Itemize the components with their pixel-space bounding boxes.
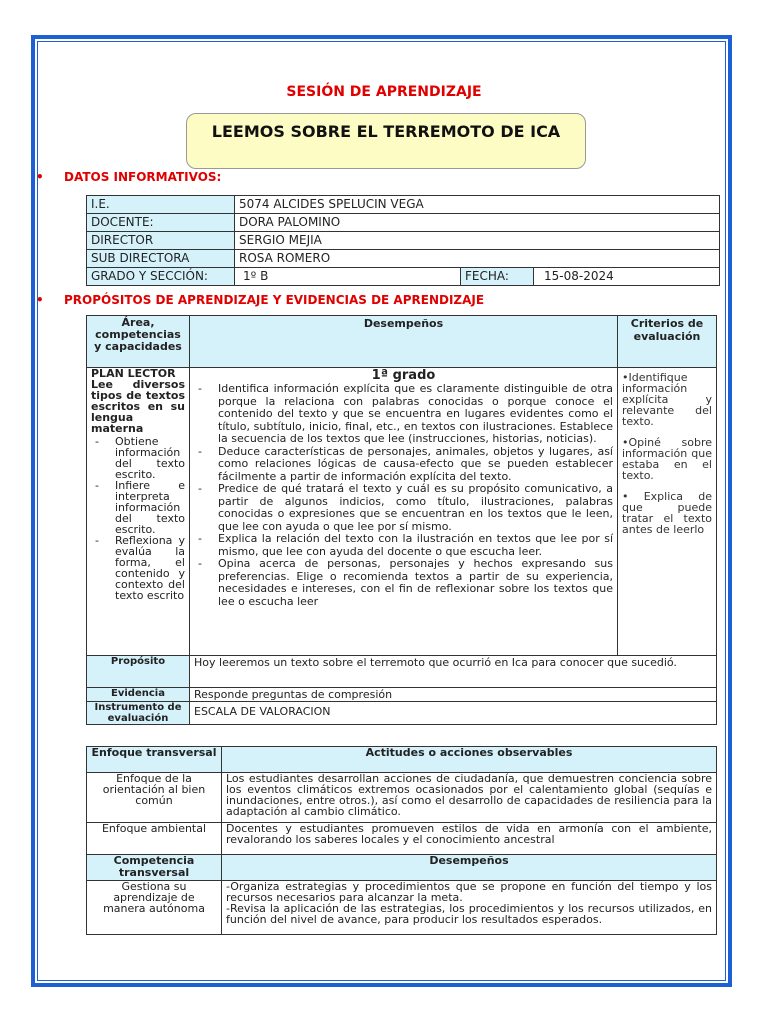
header-competencia: Competencia transversal [87,855,222,881]
section-propositos [36,293,484,307]
desempenos-cell [190,368,618,656]
criterios-cell [618,368,717,656]
proposito-label: Propósito [87,656,190,688]
header-criterios: Criterios de evaluación [618,316,717,368]
list-item: - Deduce características de personajes, animales, objetos y lugares, así como relaciones lógicas de causa-efecto que se pueden establecer fácilmente a partir de información explícita del texto. [194,446,613,484]
table-row [87,656,717,688]
table-row [87,823,717,855]
header-desempenos-transversal: Desempeños [222,855,717,881]
subdirectora-value: ROSA ROMERO [235,250,720,268]
table-row [87,881,717,935]
table-row [87,855,717,881]
info-table [86,195,720,286]
evidencia-value: Responde preguntas de compresión [190,688,717,702]
table-row [87,702,717,725]
list-item: - Reflexiona y evalúa la forma, el contenido y contexto del texto escrito [91,535,185,601]
list-item: - Identifica información explícita que es claramente distinguible de otra porque la relaciona con palabras conocidas o porque conoce el contenido del texto y que se encuentra en lugares evidentes como el título, subtítulo, inicio, final, etc., en textos con ilustraciones. Establece la secuencia de los textos que lee (instrucciones, historias, noticias). [194,383,613,446]
grade-label: 1ª grado [371,368,436,383]
competencia-autonoma: Gestiona su aprendizaje de manera autónoma [87,881,222,935]
director-label: DIRECTOR [87,232,235,250]
capacidades-list [91,436,185,601]
grado-label: GRADO Y SECCIÓN: [87,268,235,286]
header-area: Área, competencias y capacidades [87,316,190,368]
session-title: LEEMOS SOBRE EL TERREMOTO DE ICA [211,122,561,141]
table-row [87,232,720,250]
evidencia-label: Evidencia [87,688,190,702]
docente-label: DOCENTE: [87,214,235,232]
list-item: - Infiere e interpreta información del texto escrito. [91,480,185,535]
bullet: • [36,293,44,307]
header-actitudes: Actitudes o acciones observables [222,747,717,773]
header-desempenos: Desempeños [190,316,618,368]
list-item: - Obtiene información del texto escrito. [91,436,185,480]
desempenos-transversal-cell [222,881,717,935]
bullet: • [36,170,44,184]
desempeno-transversal: -Revisa la aplicación de las estrategias, los procedimientos y los recursos utilizados, en función del nivel de avance, para producir los resultados esperados. [226,902,712,926]
enfoque-bien-comun: Enfoque de la orientación al bien común [87,773,222,823]
list-item: - Opina acerca de personas, personajes y hechos expresando sus preferencias. Elige o recomienda textos a partir de su experiencia, necesidades e intereses, con el fin de reflexionar sobre los textos que lee o escucha leer [194,558,613,608]
table-row [87,268,720,286]
table-row [87,747,717,773]
instrumento-value: ESCALA DE VALORACION [190,702,717,725]
criterio-item: • Explica de que puede tratar el texto antes de leerlo [622,490,712,536]
table-row [87,316,717,368]
transversal-table [86,746,717,935]
fecha-value: 15-08-2024 [534,268,720,286]
table-row [87,196,720,214]
section-propositos-label: PROPÓSITOS DE APRENDIZAJE Y EVIDENCIAS DE APRENDIZAJE [64,293,485,307]
proposito-value: Hoy leeremos un texto sobre el terremoto que ocurrió en Ica para conocer que sucedió. [190,656,717,688]
list-item: - Explica la relación del texto con la ilustración en textos que lee por sí mismo, que lee con ayuda del docente o que escucha leer. [194,533,613,558]
header-enfoque: Enfoque transversal [87,747,222,773]
plan-lector: PLAN LECTOR [91,367,176,380]
list-item: - Predice de qué tratará el texto y cuál es su propósito comunicativo, a partir de algunos indicios, como título, ilustraciones, palabras conocidas o expresiones que se encuentran en los textos que le leen, que lee con ayuda o que lee por sí mismo. [194,483,613,533]
area-cell [87,368,190,656]
docente-value: DORA PALOMINO [235,214,720,232]
ie-value: 5074 ALCIDES SPELUCIN VEGA [235,196,720,214]
table-row [87,214,720,232]
instrumento-label: Instrumento de evaluación [87,702,190,725]
section-datos-label: DATOS INFORMATIVOS: [64,170,222,184]
page-title: SESIÓN DE APRENDIZAJE [286,84,482,100]
desempeno-transversal: -Organiza estrategias y procedimientos que se propone en función del tiempo y los recursos necesarios para alcanzar la meta. [226,880,712,904]
table-row [87,368,717,656]
actitud-ambiental: Docentes y estudiantes promueven estilos de vida en armonía con el ambiente, revalorando los saberes locales y el conocimiento ancestral [222,823,717,855]
section-datos [36,170,221,184]
enfoque-ambiental: Enfoque ambiental [87,823,222,855]
table-row [87,688,717,702]
table-row [87,773,717,823]
director-value: SERGIO MEJIA [235,232,720,250]
fecha-label: FECHA: [461,268,534,286]
subdirectora-label: SUB DIRECTORA [87,250,235,268]
desempenos-list [194,383,613,608]
grado-value: 1º B [235,268,461,286]
criterio-item: •Identifique información explícita y relevante del texto. [622,371,712,428]
ie-label: I.E. [87,196,235,214]
criterio-item: •Opiné sobre información que estaba en el texto. [622,436,712,482]
propositos-table [86,315,717,725]
table-row [87,250,720,268]
actitud-bien-comun: Los estudiantes desarrollan acciones de ciudadanía, que demuestren conciencia sobre los eventos climáticos extremos ocasionados por el calentamiento global (sequías e inundaciones, entre otros.), así como el desarrollo de capacidades de resiliencia para la adaptación al cambio climático. [222,773,717,823]
session-title-box [186,113,586,169]
competencia: Lee diversos tipos de textos escritos en su lengua materna [91,378,185,435]
